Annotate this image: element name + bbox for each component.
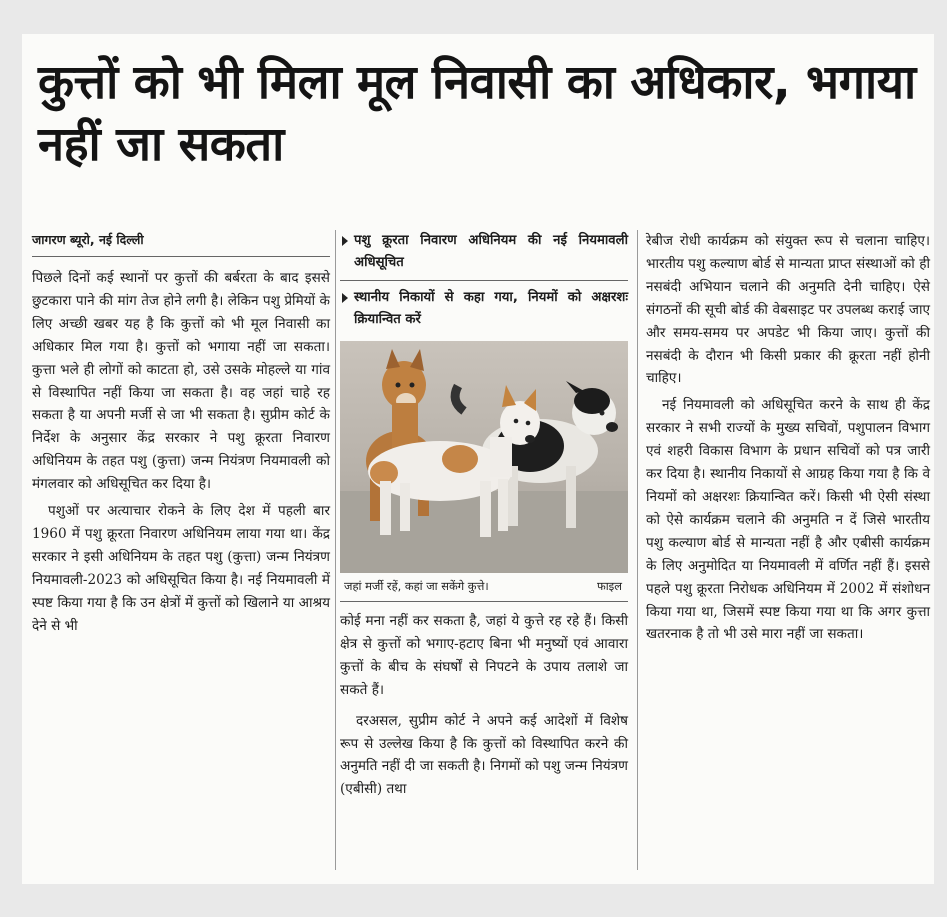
col3-paragraph-1: रेबीज रोधी कार्यक्रम को संयुक्त रूप से चलाना चाहिए। भारतीय पशु कल्याण बोर्ड से मान्यता प्राप्त संस्थाओं को ही नसबंदी अभियान चलाने की अनुमति देनी चाहिए। ऐसे संगठनों की सूची बोर्ड की वेबसाइट पर उपलब्ध कराई जाए और समय-समय पर अपडेट भी किया जाए। कुत्तों की नसबंदी के दौरान भी किसी प्रकार की क्रूरता नहीं होनी चाहिए। <box>646 233 930 387</box>
col1-paragraph-2: पशुओं पर अत्याचार रोकने के लिए देश में पहली बार 1960 में पशु क्रूरता निवारण अधिनियम लाया गया था। केंद्र सरकार ने इसी अधिनियम के तहत पशु (कुत्ता) जन्म नियंत्रण नियमावली-2023 को अधिसूचित किया है। नई नियमावली में स्पष्ट किया गया है कि उन क्षेत्रों में कुत्तों को खिलाने या आश्रय देने से भी <box>32 503 330 634</box>
kicker-1: पशु क्रूरता निवारण अधिनियम की नई नियमावली अधिसूचित <box>340 230 628 274</box>
column-divider-1 <box>335 230 336 870</box>
caption-text: जहां मर्जी रहें, कहां जा सकेंगे कुत्ते। <box>344 579 489 593</box>
kicker-2: स्थानीय निकायों से कहा गया, नियमों को अक्षरशः क्रियान्वित करें <box>340 287 628 331</box>
newspaper-clipping <box>22 34 934 884</box>
headline: कुत्तों को भी मिला मूल निवासी का अधिकार, भगाया नहीं जा सकता <box>38 55 916 172</box>
photo-credit: फाइल <box>596 579 622 593</box>
kicker-divider <box>340 280 628 281</box>
col2-paragraph-1: कोई मना नहीं कर सकता है, जहां ये कुत्ते रह रहे हैं। किसी क्षेत्र से कुत्तों को भगाए-हटाए बिना भी मनुष्यों एवं आवारा कुत्तों के बीच के संघर्षों से निपटने के उपाय तलाशे जा सकते हैं। <box>340 613 628 698</box>
photo-caption <box>340 573 628 602</box>
col1-paragraph-1: पिछले दिनों कई स्थानों पर कुत्तों की बर्बरता के बाद इससे छुटकारा पाने की मांग तेज होने लगी है। लेकिन पशु प्रेमियों के लिए अच्छी खबर यह है कि कुत्तों को भी मूल निवासी का अधिकार मिल गया है। कुत्तों को भगाया नहीं जा सकता। कुत्ता भले ही लोगों को काटता हो, उसे उसके मोहल्ले या गांव से विस्थापित नहीं किया जा सकता है। वह जहां चाहे रह सकता है या अपनी मर्जी से जा भी सकता है। सुप्रीम कोर्ट के निर्देश के अनुसार केंद्र सरकार ने पशु क्रूरता निवारण अधिनियम के तहत पशु (कुत्ता) जन्म नियंत्रण नियमावली को मंगलवार को अधिसूचित कर दिया है। <box>32 270 330 493</box>
column-divider-2 <box>637 230 638 870</box>
col2-paragraph-2: दरअसल, सुप्रीम कोर्ट ने अपने कई आदेशों में विशेष रूप से उल्लेख किया है कि कुत्तों को विस्थापित करने की अनुमति नहीं दी जा सकती है। निगमों को पशु जन्म नियंत्रण (एबीसी) तथा <box>340 712 628 798</box>
dogs-photo <box>340 341 628 573</box>
column-3 <box>646 230 930 646</box>
col3-paragraph-2: नई नियमावली को अधिसूचित करने के साथ ही केंद्र सरकार ने सभी राज्यों के मुख्य सचिवों, पशुपालन विभाग एवं शहरी विकास विभाग के प्रधान सचिवों को पत्र जारी कर दिया है। स्थानीय निकायों से आग्रह किया गया है कि वे नियमों को अक्षरशः क्रियान्वित करें। किसी भी ऐसी संस्था को ऐसे कार्यक्रम चलाने की अनुमति न दें जिसे भारतीय पशु कल्याण बोर्ड से मान्यता नहीं है और एबीसी कार्यक्रम के लिए अनुमोदित या नियमावली में वर्णित नहीं हैं। इससे पहले पशु क्रूरता निरोधक अधिनियम में 2002 में संशोधन किया गया था, जिसमें स्पष्ट किया गया था कि अगर कुत्ता खतरनाक है तो भी उसे मारा नहीं जा सकता। <box>646 397 930 643</box>
byline: जागरण ब्यूरो, नई दिल्ली <box>32 230 330 257</box>
dogs-illustration <box>340 341 628 573</box>
column-2 <box>340 230 628 801</box>
column-1 <box>32 230 330 638</box>
